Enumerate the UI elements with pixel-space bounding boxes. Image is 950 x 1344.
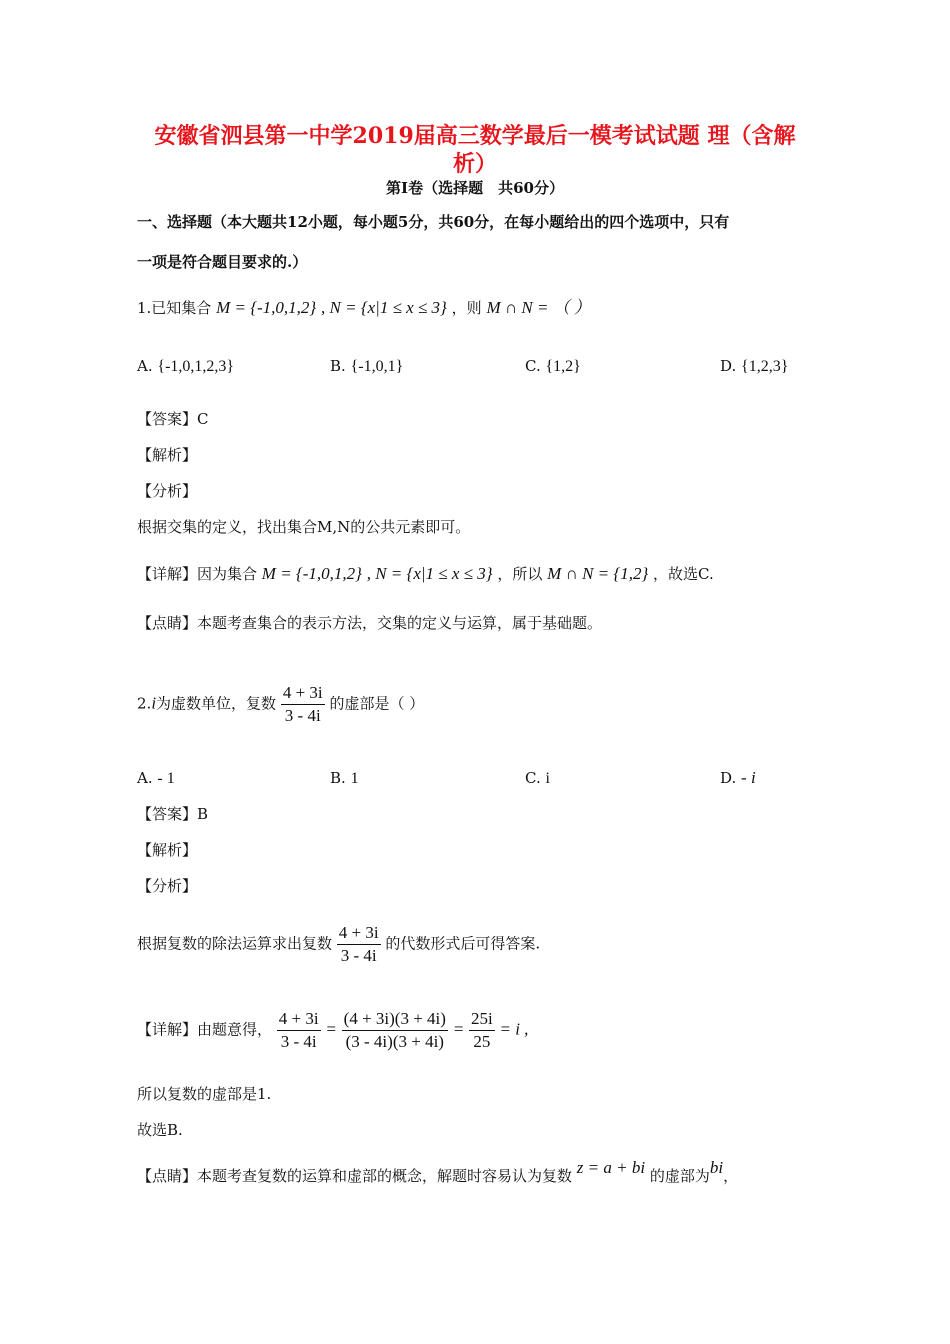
q1-fenxi-label: 【分析】 [137,482,198,500]
fraction-numerator: 4 + 3i [278,1009,319,1028]
q1-set-n: , N = {x|1 ≤ x ≤ 3} [321,298,447,317]
q1-option-c [525,356,581,377]
q2-fenxi-fraction [337,922,381,967]
fraction-numerator: 25i [470,1009,493,1028]
q1-stem [137,298,591,318]
detail-prefix: 【详解】由题意得， [137,1020,273,1039]
q2-conclusion-2: 故选B. [137,1121,183,1139]
q2-number: 2. [137,694,152,713]
option-value: {-1,0,1,2,3} [157,358,235,375]
q2-option-d [720,768,756,788]
detail-end: ，故选C. [653,565,714,583]
comment-end: ， [723,1167,739,1185]
q2-imaginary-unit: i [151,693,157,713]
option-label: C. [525,357,541,375]
q2-stem [137,682,424,727]
detail-set-m: M = {-1,0,1,2} [261,564,362,583]
option-value: i [545,770,550,787]
q2-mid: 为虚数单位，复数 [156,694,277,713]
q1-analysis-label: 【解析】 [137,446,198,464]
detail-set-n: , N = {x|1 ≤ x ≤ 3} [366,564,493,583]
option-value: - i [741,768,756,787]
detail-result-tail: = i , [499,1019,529,1039]
fraction-numerator: 4 + 3i [338,923,379,942]
section-intro-2: 一项是符合题目要求的.） [137,253,308,271]
option-label: A. [137,769,153,787]
option-label: B. [330,769,346,787]
detail-prefix: 【详解】因为集合 [137,565,258,583]
q1-fenxi-text: 根据交集的定义，找出集合M,N的公共元素即可。 [137,518,471,536]
title-line-1: 安徽省泗县第一中学2019届高三数学最后一模考试试题 理（含解 [154,123,796,149]
equals-sign: = [325,1019,337,1039]
comment-mid: 的虚部为 [649,1167,710,1185]
detail-mid: ，所以 [497,565,543,583]
option-value: {1,2,3} [741,358,789,375]
q2-fraction [281,682,325,727]
q1-answer: 【答案】C [137,410,209,428]
q1-option-a [137,356,234,377]
q1-expression: M ∩ N = （ ） [486,298,591,317]
option-label: B. [330,357,346,375]
fraction-numerator: 4 + 3i [282,683,323,702]
option-value: {1,2} [545,358,581,375]
fraction-denominator: 3 - 4i [277,1030,321,1053]
q1-option-b [330,356,403,377]
q2-fenxi-label: 【分析】 [137,877,198,895]
option-value: 1 [350,770,359,787]
comment-z-expression: z = a + bi [576,1158,646,1177]
section-intro-1: 一、选择题（本大题共12小题，每小题5分，共60分，在每小题给出的四个选项中，只有 [137,213,730,231]
option-value: {-1,0,1} [350,358,404,375]
q2-answer: 【答案】B [137,805,209,823]
q1-prefix: 1.已知集合 [137,299,212,317]
q2-fenxi-text [137,922,540,967]
q2-option-c [525,768,550,789]
detail-fraction-3 [469,1008,495,1053]
fraction-denominator: (3 - 4i)(3 + 4i) [342,1030,448,1053]
fraction-denominator: 3 - 4i [281,704,325,727]
q2-conclusion-1: 所以复数的虚部是1. [137,1085,272,1103]
fenxi-prefix: 根据复数的除法运算求出复数 [137,934,333,953]
comment-prefix: 【点睛】本题考查复数的运算和虚部的概念，解题时容易认为复数 [137,1167,573,1185]
q2-detail [137,1008,528,1053]
q1-detail [137,564,714,584]
q2-option-b [330,768,359,789]
part-heading: 第Ⅰ卷（选择题 共60分） [386,179,564,197]
title-line-2: 析） [452,151,497,177]
option-label: D. [720,357,737,375]
fraction-numerator: (4 + 3i)(3 + 4i) [343,1009,446,1028]
q2-option-a [137,768,175,789]
q1-set-m: M = {-1,0,1,2} [216,298,317,317]
detail-fraction-2 [342,1008,448,1053]
document-title [120,122,830,178]
q2-suffix: 的虚部是（ ） [329,694,425,713]
q2-comment [137,1158,739,1186]
q1-suffix: ，则 [451,299,482,317]
q1-option-d [720,356,788,377]
option-label: C. [525,769,541,787]
q1-comment: 【点睛】本题考查集合的表示方法，交集的定义与运算，属于基础题。 [137,614,603,632]
option-label: A. [137,357,153,375]
detail-result: M ∩ N = {1,2} [547,564,649,583]
fraction-denominator: 3 - 4i [337,944,381,967]
fenxi-suffix: 的代数形式后可得答案. [385,934,541,953]
q2-analysis-label: 【解析】 [137,841,198,859]
equals-sign: = [452,1019,465,1039]
detail-fraction-1 [277,1008,321,1053]
option-label: D. [720,769,737,787]
comment-bi: bi [709,1158,724,1177]
option-value: - 1 [157,770,175,787]
fraction-denominator: 25 [469,1030,495,1053]
